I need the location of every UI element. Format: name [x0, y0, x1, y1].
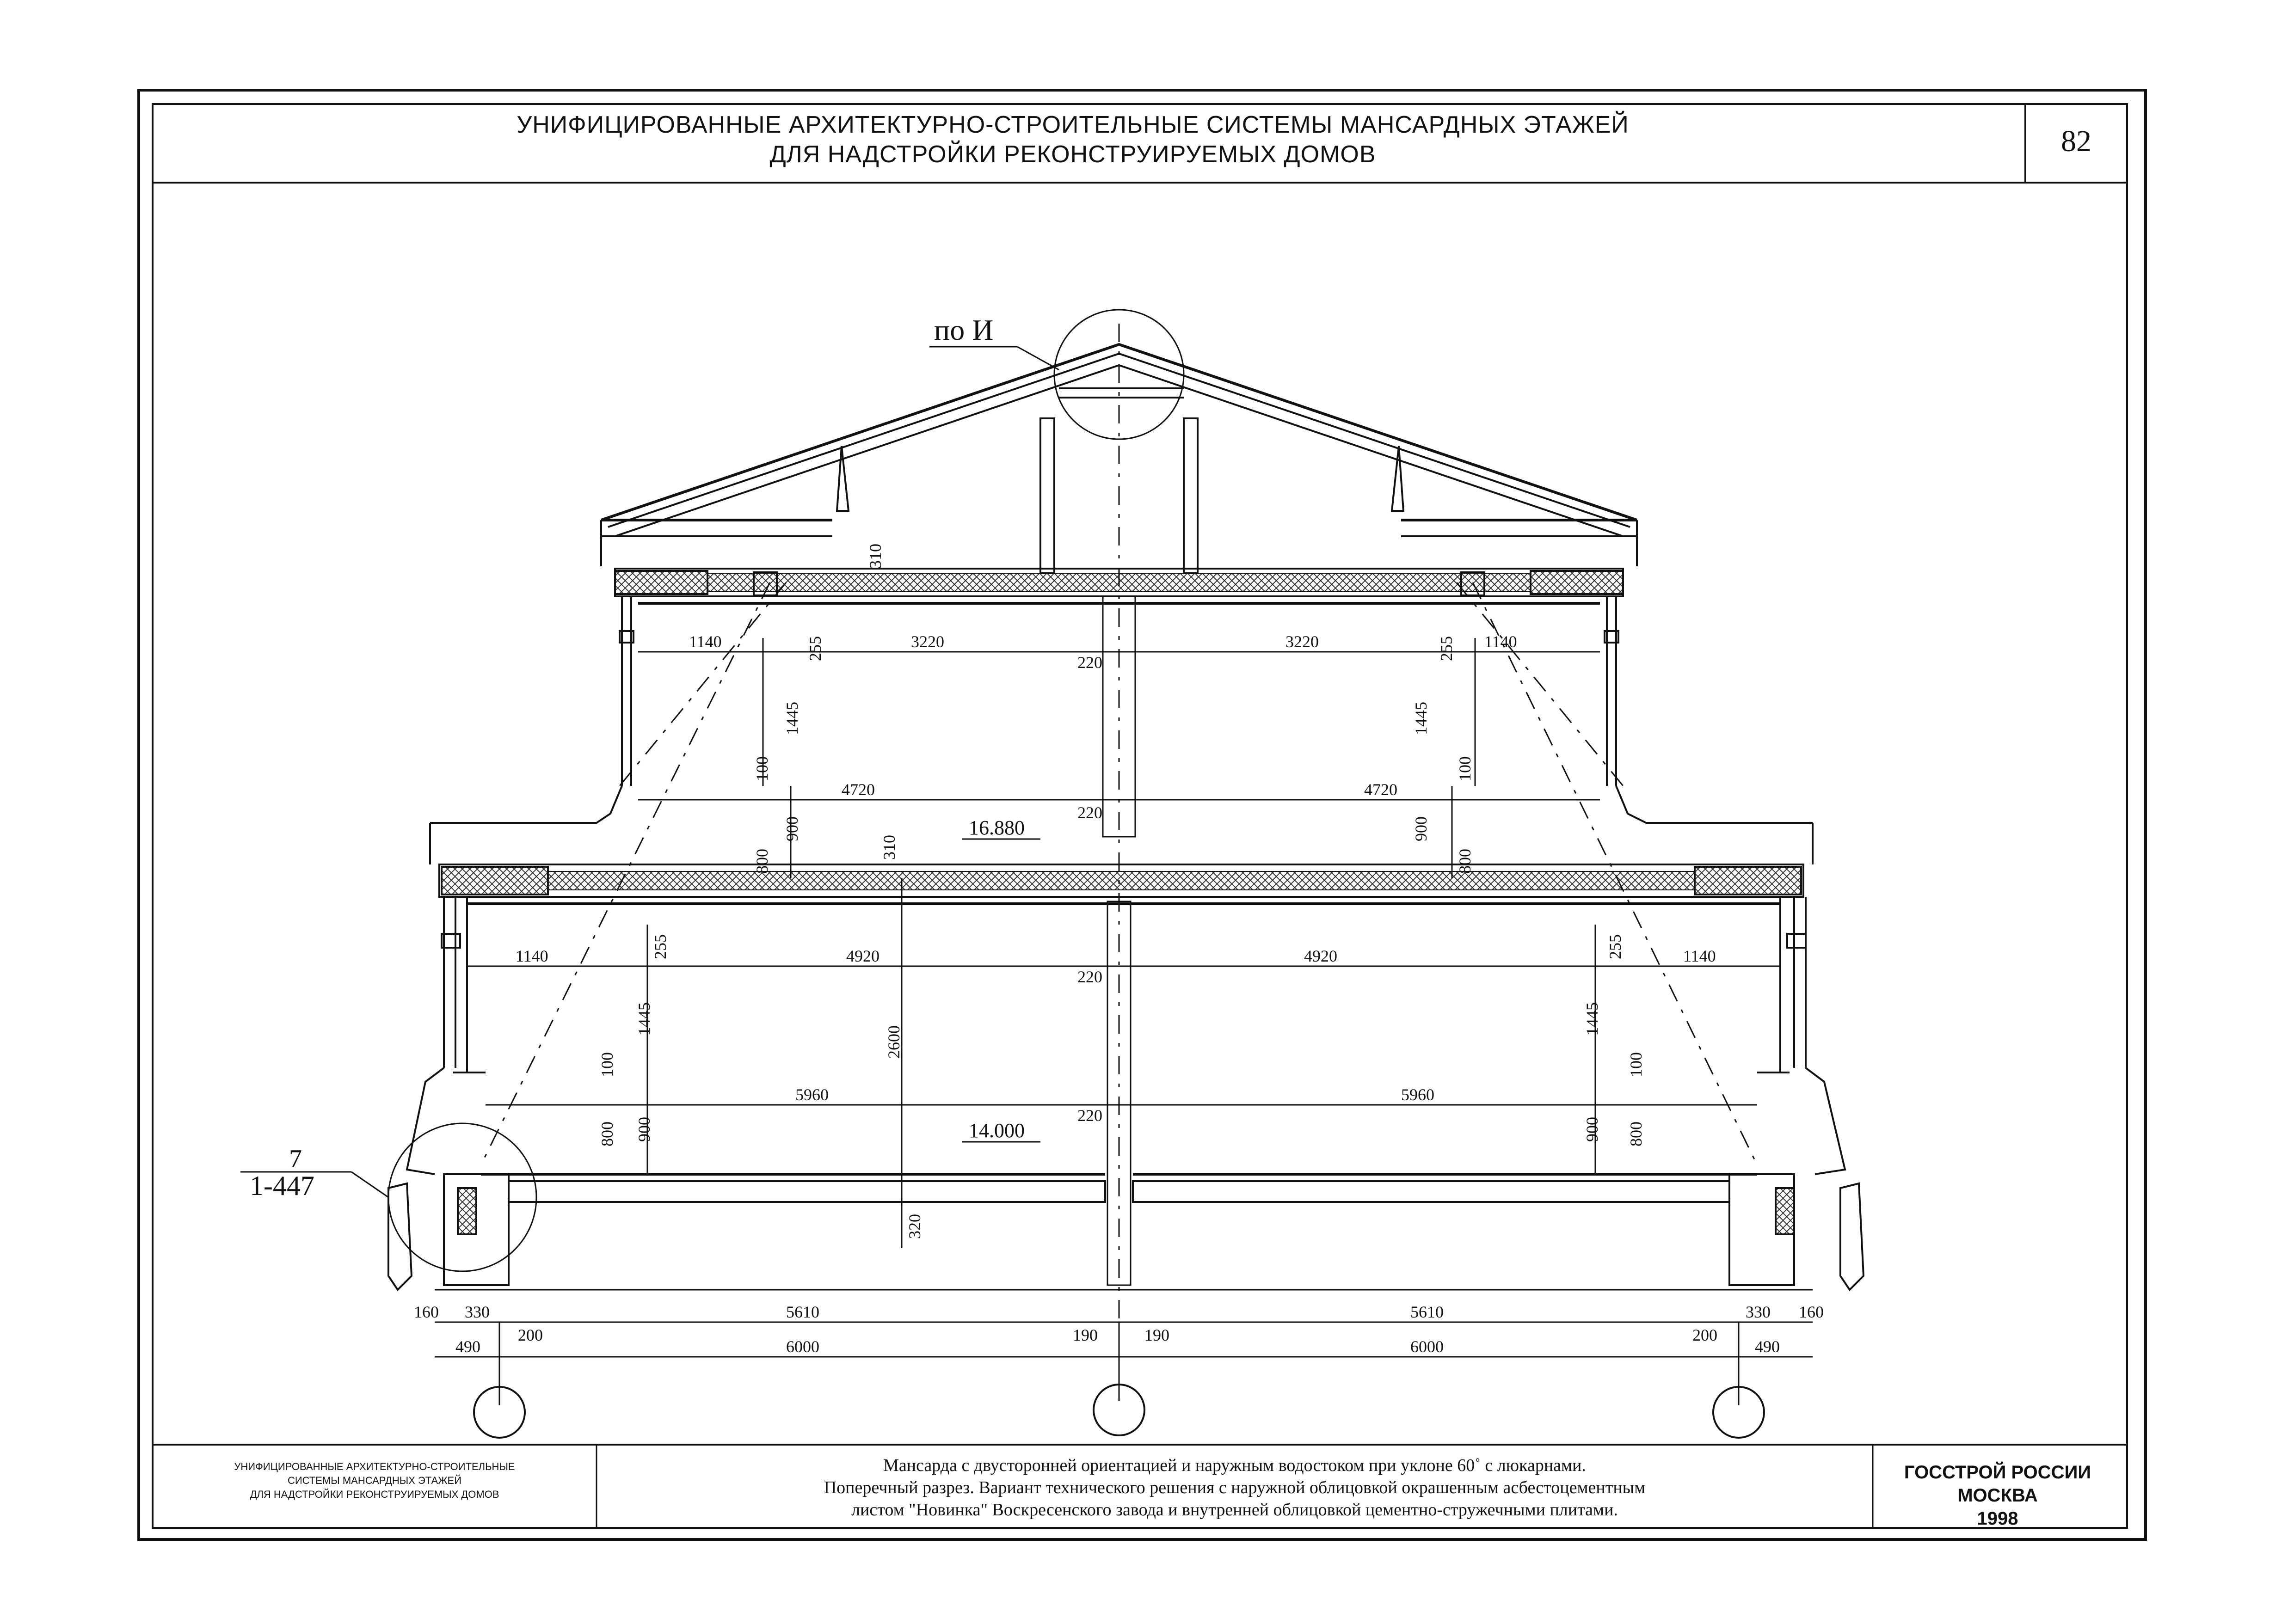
dim-label: 1445 — [1412, 702, 1430, 735]
dim-label: 310 — [866, 544, 885, 569]
callout-top-label: по И — [934, 313, 994, 346]
stamp-desc-line3: листом "Новинка" Воскресенского завода и внутренней облицовкой цементно-стружечными плитами. — [851, 1500, 1618, 1520]
inner-frame — [153, 104, 2127, 1528]
dim-label: 5610 — [786, 1303, 819, 1321]
dim-label: 100 — [753, 756, 771, 781]
dim-label: 220 — [1077, 1106, 1102, 1125]
dim-label: 330 — [1746, 1303, 1771, 1321]
dim-label: 6000 — [1410, 1337, 1444, 1356]
sheet-title-line2: ДЛЯ НАДСТРОЙКИ РЕКОНСТРУИРУЕМЫХ ДОМОВ — [769, 141, 1376, 168]
dim-label: 1445 — [635, 1002, 653, 1036]
dim-label: 5610 — [1410, 1303, 1444, 1321]
dim-label: 190 — [1144, 1326, 1169, 1344]
dim-label: 4920 — [1304, 947, 1337, 965]
dim-label: 220 — [1077, 803, 1102, 822]
stamp-org-line1: ГОССТРОЙ РОССИИ — [1904, 1462, 2091, 1483]
sheet-title — [157, 110, 1988, 184]
dim-label: 5960 — [1401, 1085, 1434, 1104]
dim-label: 330 — [465, 1303, 490, 1321]
dim-label: 255 — [651, 934, 670, 959]
elevation-lower: 14.000 — [969, 1119, 1025, 1142]
dim-label: 6000 — [786, 1337, 819, 1356]
dim-label: 3220 — [1285, 632, 1319, 651]
dim-label: 1140 — [1484, 632, 1517, 651]
dim-label: 100 — [1456, 756, 1474, 781]
dim-label: 4720 — [842, 780, 875, 799]
dim-label: 200 — [1692, 1326, 1717, 1344]
stamp-series-line3: ДЛЯ НАДСТРОЙКИ РЕКОНСТРУИРУЕМЫХ ДОМОВ — [250, 1489, 499, 1500]
page-number: 82 — [2061, 124, 2091, 158]
stamp-organization — [1887, 1461, 2109, 1530]
dim-label: 490 — [455, 1337, 480, 1356]
dim-label: 1140 — [689, 632, 722, 651]
stamp-org-line3: 1998 — [1977, 1508, 2018, 1529]
stamp-desc-line2: Поперечный разрез. Вариант технического решения с наружной облицовкой окрашенным асбестоцементным — [824, 1478, 1646, 1497]
stamp-series — [157, 1460, 592, 1501]
dim-label: 1140 — [516, 947, 548, 965]
dim-label: 100 — [598, 1052, 616, 1077]
stamp-description — [606, 1454, 1863, 1521]
dim-label: 1445 — [1583, 1002, 1601, 1036]
dim-label: 320 — [905, 1214, 924, 1239]
dim-label: 900 — [635, 1117, 653, 1142]
elevation-upper: 16.880 — [969, 816, 1025, 839]
stamp-series-line1: УНИФИЦИРОВАННЫЕ АРХИТЕКТУРНО-СТРОИТЕЛЬНЫЕ — [234, 1461, 515, 1472]
dim-label: 100 — [1627, 1052, 1645, 1077]
dim-label: 200 — [518, 1326, 543, 1344]
callout-left-num: 7 — [289, 1145, 302, 1173]
dim-label: 220 — [1077, 653, 1102, 672]
dim-label: 255 — [1437, 636, 1456, 661]
dim-label: 190 — [1073, 1326, 1098, 1344]
dim-label: 160 — [1799, 1303, 1824, 1321]
stamp-series-line2: СИСТЕМЫ МАНСАРДНЫХ ЭТАЖЕЙ — [287, 1475, 462, 1486]
dim-label: 900 — [783, 816, 801, 841]
dim-label: 1445 — [783, 702, 801, 735]
dim-label: 490 — [1755, 1337, 1780, 1356]
lower-floor-dims — [516, 934, 1716, 1239]
dim-label: 800 — [598, 1121, 616, 1146]
dim-label: 900 — [1583, 1117, 1601, 1142]
dim-label: 310 — [880, 835, 898, 860]
sheet-title-line1: УНИФИЦИРОВАННЫЕ АРХИТЕКТУРНО-СТРОИТЕЛЬНЫЕ СИСТЕМЫ МАНСАРДНЫХ ЭТАЖЕЙ — [517, 111, 1629, 138]
dim-label: 2600 — [885, 1025, 903, 1059]
dim-label: 800 — [1627, 1121, 1645, 1146]
stamp-desc-line1: Мансарда с двусторонней ориентацией и наружным водостоком при уклоне 60˚ с люкарнами. — [883, 1456, 1586, 1475]
callout-left-ref: 1-447 — [250, 1171, 314, 1201]
stamp-org-line2: МОСКВА — [1957, 1485, 2038, 1506]
dim-label: 160 — [414, 1303, 439, 1321]
dim-label: 5960 — [795, 1085, 829, 1104]
dim-label: 255 — [806, 636, 824, 661]
dim-label: 800 — [1456, 849, 1474, 874]
dim-label: 4720 — [1364, 780, 1397, 799]
dim-label: 800 — [753, 849, 771, 874]
dim-label: 220 — [1077, 968, 1102, 986]
dim-label: 900 — [1412, 816, 1430, 841]
dim-label: 4920 — [846, 947, 879, 965]
dim-label: 255 — [1606, 934, 1624, 959]
dim-label: 1140 — [1683, 947, 1716, 965]
dim-label: 3220 — [911, 632, 944, 651]
